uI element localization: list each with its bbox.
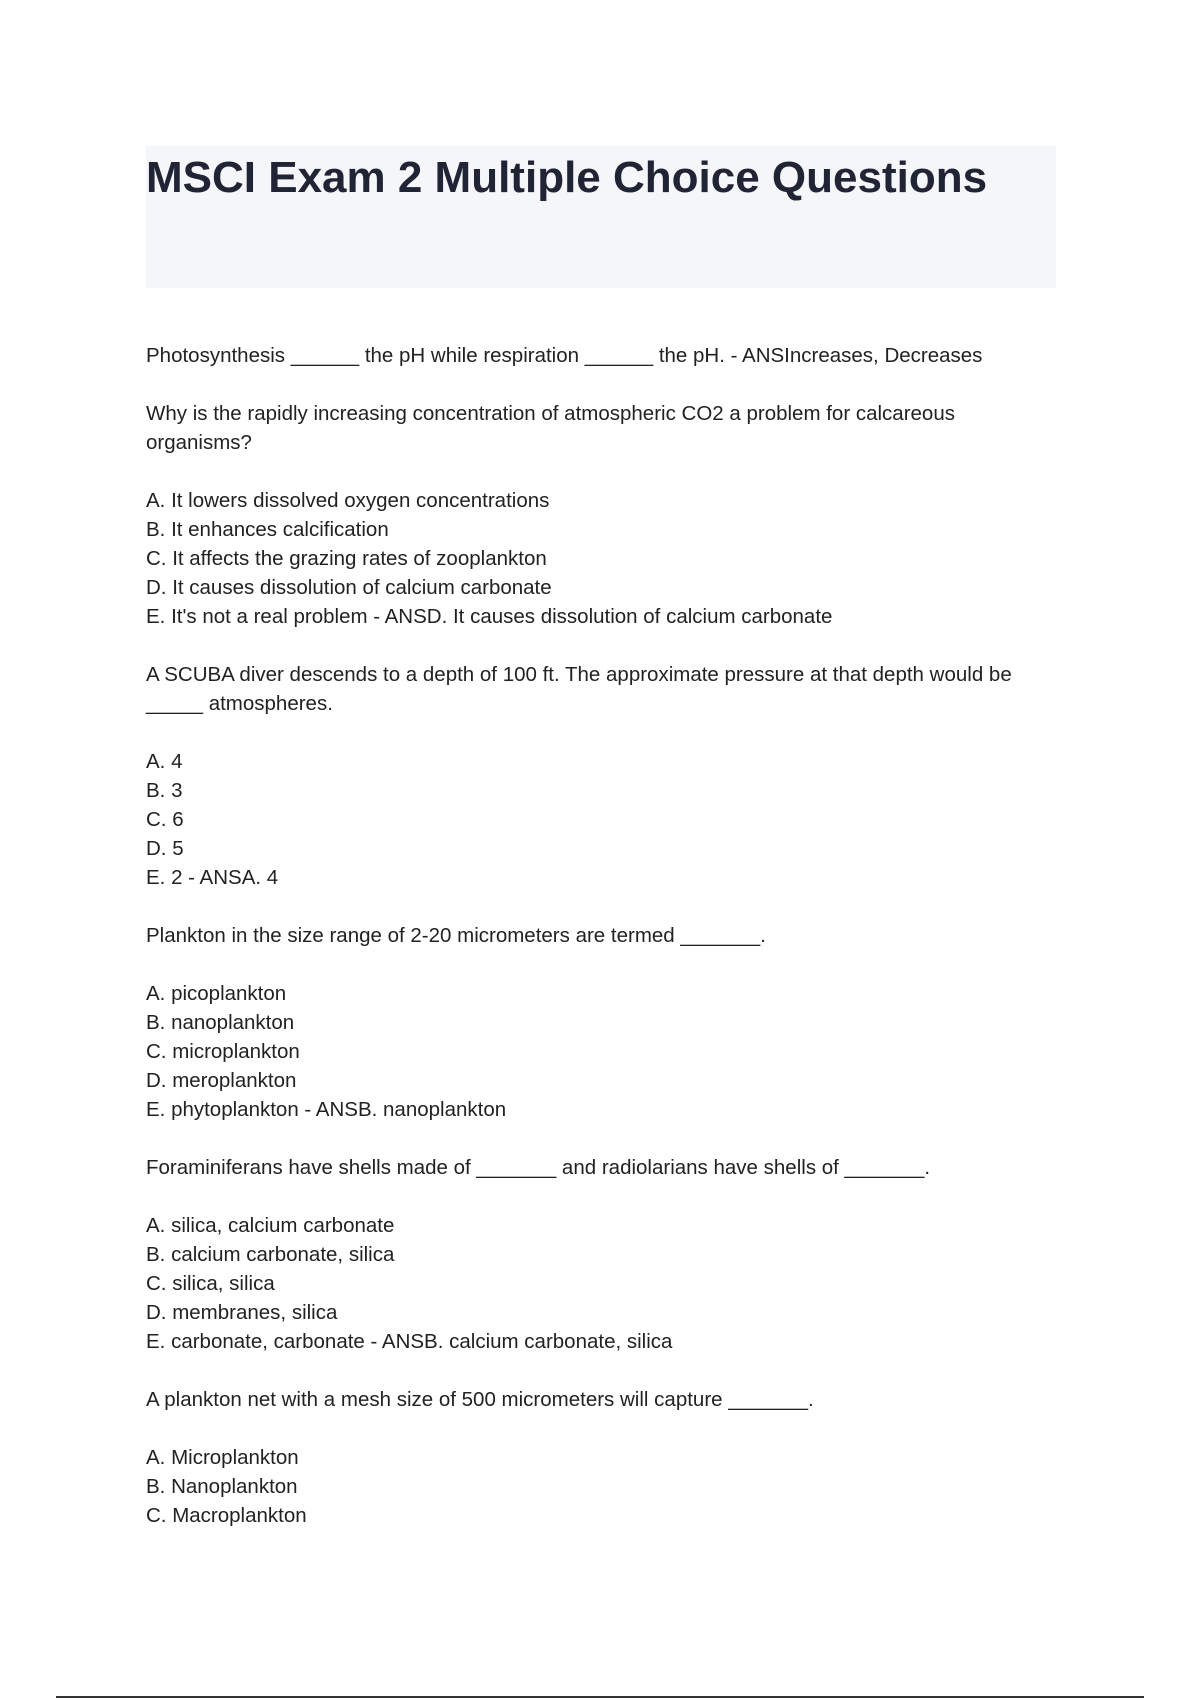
question-5-options xyxy=(146,1211,1066,1356)
answer-option: E. 2 - ANSA. 4 xyxy=(146,866,279,889)
answer-option: D. meroplankton xyxy=(146,1069,297,1092)
answer-option: C. silica, silica xyxy=(146,1272,275,1295)
answer-option: E. It's not a real problem - ANSD. It causes dissolution of calcium carbonate xyxy=(146,605,833,628)
question-4-options xyxy=(146,979,1066,1124)
answer-option: C. It affects the grazing rates of zooplankton xyxy=(146,547,547,570)
question-text: Foraminiferans have shells made of _______ and radiolarians have shells of _______. xyxy=(146,1156,931,1179)
answer-option: B. Nanoplankton xyxy=(146,1475,298,1498)
question-5 xyxy=(146,1153,1066,1182)
question-text: Why is the rapidly increasing concentration of atmospheric CO2 a problem for calcareous organisms? xyxy=(146,402,955,454)
answer-option: B. It enhances calcification xyxy=(146,518,389,541)
answer-option: C. microplankton xyxy=(146,1040,300,1063)
question-2-options xyxy=(146,486,1066,631)
answer-option: A. It lowers dissolved oxygen concentrations xyxy=(146,489,550,512)
question-1 xyxy=(146,341,1066,370)
answer-option: A. 4 xyxy=(146,750,183,773)
question-text: Photosynthesis ______ the pH while respiration ______ the pH. - ANSIncreases, Decreases xyxy=(146,344,983,367)
question-3-options xyxy=(146,747,1066,892)
question-list xyxy=(146,341,1066,1559)
question-6-options xyxy=(146,1443,1066,1530)
answer-option: E. carbonate, carbonate - ANSB. calcium carbonate, silica xyxy=(146,1330,673,1353)
answer-option: A. picoplankton xyxy=(146,982,287,1005)
answer-option: D. It causes dissolution of calcium carbonate xyxy=(146,576,552,599)
answer-option: C. Macroplankton xyxy=(146,1504,307,1527)
answer-option: A. Microplankton xyxy=(146,1446,299,1469)
question-3 xyxy=(146,660,1066,718)
question-4 xyxy=(146,921,1066,950)
page-bottom-rule xyxy=(56,1696,1144,1698)
answer-option: B. calcium carbonate, silica xyxy=(146,1243,395,1266)
answer-option: B. 3 xyxy=(146,779,183,802)
question-text: A plankton net with a mesh size of 500 micrometers will capture _______. xyxy=(146,1388,814,1411)
answer-option: B. nanoplankton xyxy=(146,1011,295,1034)
question-text: A SCUBA diver descends to a depth of 100 ft. The approximate pressure at that depth would be _____ atmospheres. xyxy=(146,663,1012,715)
question-6 xyxy=(146,1385,1066,1414)
answer-option: C. 6 xyxy=(146,808,184,831)
answer-option: E. phytoplankton - ANSB. nanoplankton xyxy=(146,1098,507,1121)
answer-option: D. 5 xyxy=(146,837,184,860)
answer-option: D. membranes, silica xyxy=(146,1301,338,1324)
question-text: Plankton in the size range of 2-20 micrometers are termed _______. xyxy=(146,924,766,947)
answer-option: A. silica, calcium carbonate xyxy=(146,1214,395,1237)
question-2 xyxy=(146,399,1066,457)
document-title: MSCI Exam 2 Multiple Choice Questions xyxy=(146,153,988,202)
